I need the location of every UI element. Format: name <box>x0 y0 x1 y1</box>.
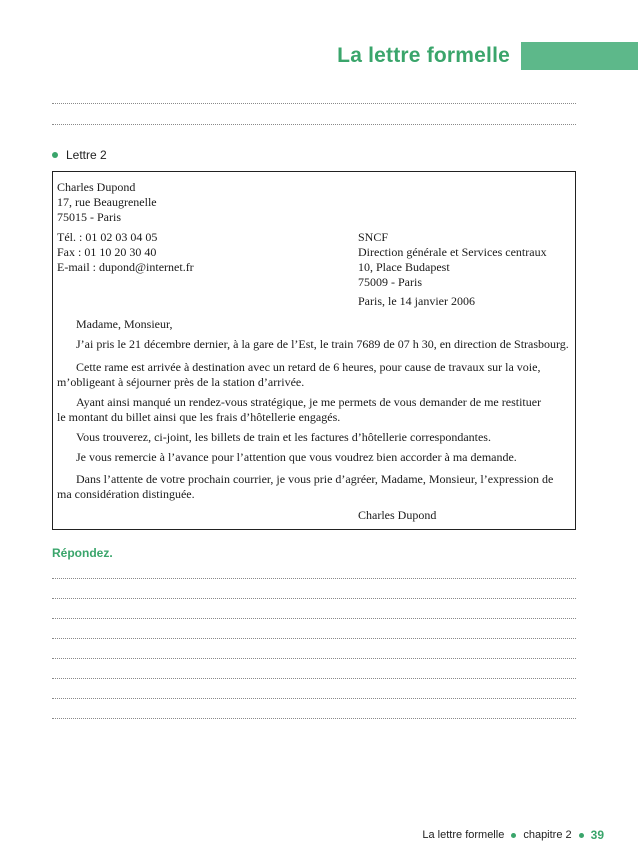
answer-line <box>52 718 576 719</box>
paragraph: Je vous remercie à l’avance pour l’attention que vous voudrez bien accorder à ma demande. <box>76 450 517 464</box>
header-accent-bar <box>521 42 638 70</box>
recipient-street: 10, Place Budapest <box>358 260 450 274</box>
answer-line <box>52 638 576 639</box>
salutation: Madame, Monsieur, <box>76 317 173 331</box>
page-number: 39 <box>590 828 604 842</box>
bullet-icon <box>579 833 584 838</box>
footer-title: La lettre formelle <box>422 829 505 841</box>
section-heading-label: Lettre 2 <box>66 148 107 162</box>
bullet-icon <box>511 833 516 838</box>
page-title: La lettre formelle <box>337 44 510 67</box>
answer-line <box>52 698 576 699</box>
answer-line <box>52 598 576 599</box>
bullet-icon <box>52 152 58 158</box>
answer-line <box>52 678 576 679</box>
paragraph: Dans l’attente de votre prochain courrier, je vous prie d’agréer, Madame, Monsieur, l’expression de <box>76 472 554 486</box>
recipient-city: 75009 - Paris <box>358 275 422 289</box>
letter-date: Paris, le 14 janvier 2006 <box>358 294 475 308</box>
recipient-name: SNCF <box>358 230 389 244</box>
paragraph: Vous trouverez, ci-joint, les billets de train et les factures d’hôtellerie correspondantes. <box>76 430 491 444</box>
paragraph: ma considération distinguée. <box>57 487 195 501</box>
sender-tel: Tél. : 01 02 03 04 05 <box>57 230 158 244</box>
paragraph: J’ai pris le 21 décembre dernier, à la gare de l’Est, le train 7689 de 07 h 30, en direction de Strasbourg. <box>76 337 569 351</box>
paragraph: Cette rame est arrivée à destination avec un retard de 6 heures, pour cause de travaux sur la voie, <box>76 360 541 374</box>
paragraph: m’obligeant à séjourner près de la station d’arrivée. <box>57 375 305 389</box>
answer-heading: Répondez. <box>52 546 113 560</box>
signature: Charles Dupond <box>358 508 437 522</box>
answer-line <box>52 578 576 579</box>
answer-line <box>52 658 576 659</box>
section-heading <box>52 148 107 162</box>
page-footer <box>422 828 604 842</box>
footer-chapter: chapitre 2 <box>523 829 572 841</box>
recipient-dept: Direction générale et Services centraux <box>358 245 547 259</box>
sender-name: Charles Dupond <box>57 180 136 194</box>
sender-street: 17, rue Beaugrenelle <box>57 195 157 209</box>
answer-line <box>52 618 576 619</box>
sender-email: E-mail : dupond@internet.fr <box>57 260 194 274</box>
paragraph: le montant du billet ainsi que les frais d’hôtellerie engagés. <box>57 410 341 424</box>
paragraph: Ayant ainsi manqué un rendez-vous stratégique, je me permets de vous demander de me restituer <box>76 395 542 409</box>
dotted-line <box>52 124 576 125</box>
dotted-line <box>52 103 576 104</box>
sender-fax: Fax : 01 10 20 30 40 <box>57 245 157 259</box>
letter-box <box>52 171 576 530</box>
sender-city: 75015 - Paris <box>57 210 121 224</box>
